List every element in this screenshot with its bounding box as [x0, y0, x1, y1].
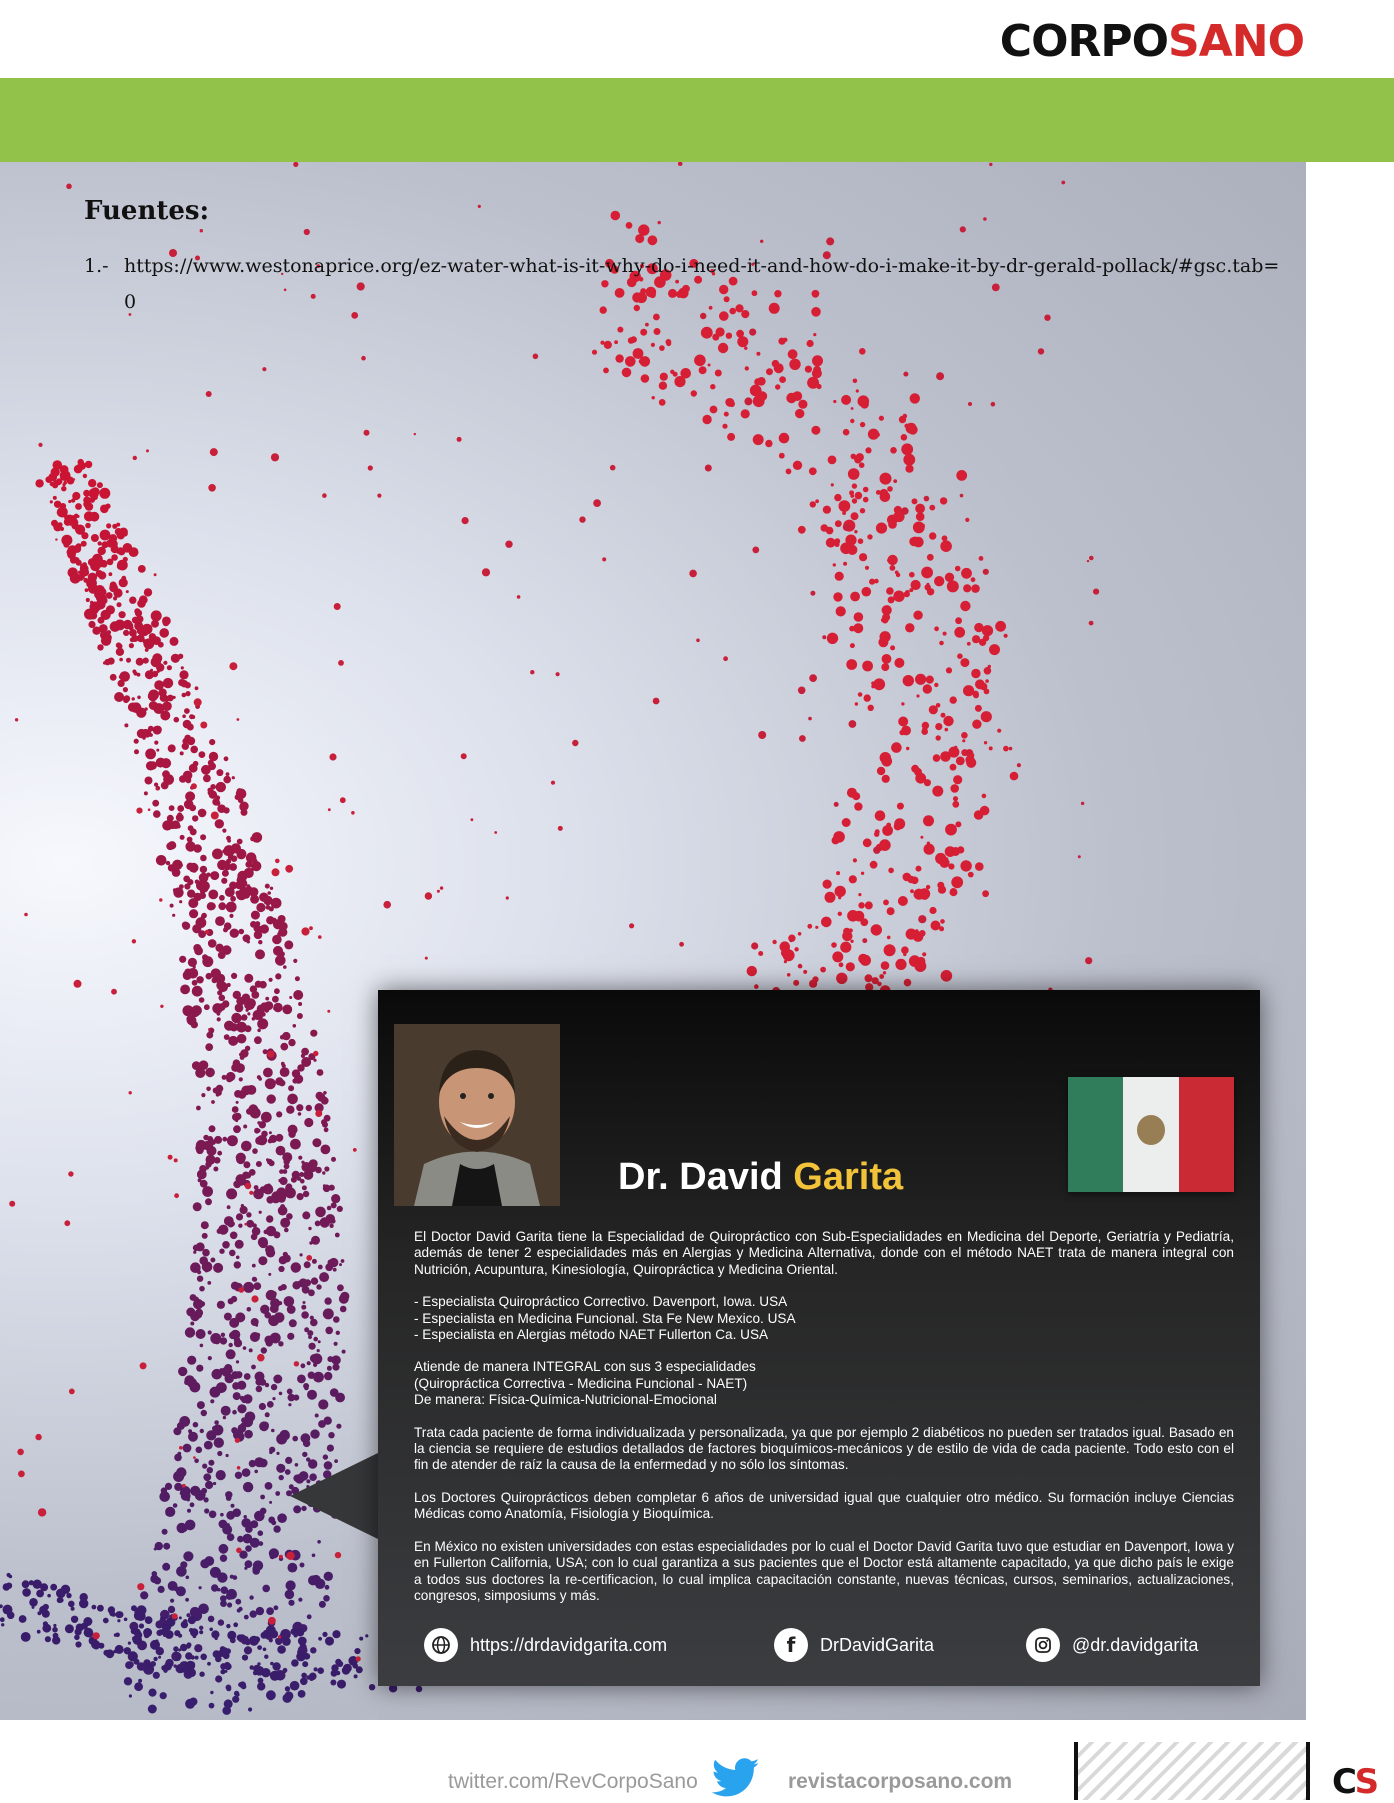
author-bio-card — [378, 990, 1260, 1686]
website-label: https://drdavidgarita.com — [470, 1634, 668, 1655]
corposano-logo[interactable] — [1000, 18, 1304, 66]
bio-intro: El Doctor David Garita tiene la Especialidad de Quiropráctico con Sub-Especialidades en Medicina del Deporte, Geriatría y Pediatría, además de tener 2 especialidades más en Alergias y Medicina Alternativa, donde con el método NAET trata de manera integral con Nutrición, Acupuntura, Kinesiología, Quiropráctica y Medicina Oriental. — [414, 1229, 1234, 1277]
cs-logo-c: C — [1332, 1762, 1355, 1802]
instagram-link[interactable] — [1026, 1628, 1198, 1662]
author-photo — [394, 1024, 560, 1206]
mexico-flag — [1068, 1077, 1234, 1192]
instagram-icon — [1026, 1628, 1060, 1662]
facebook-label: DrDavidGarita — [820, 1634, 935, 1655]
sources-heading: Fuentes: — [84, 196, 210, 226]
bio-patients: Trata cada paciente de forma individualizada y personalizada, ya que por ejemplo 2 diabéticos no pueden ser tratados igual. Basado en la ciencia se requiere de estudios detallados de factores bioquímicos-mecánicos y de estilo de vida de cada paciente. Todo esto con el fin de atender de raíz la causa de la enfermedad y no sólo los síntomas. — [414, 1424, 1234, 1473]
social-links — [378, 1628, 1260, 1668]
author-name — [618, 1156, 903, 1199]
eagle-emblem-icon — [1137, 1115, 1165, 1145]
author-bio — [414, 1229, 1234, 1620]
bio-mexico: En México no existen universidades con estas especialidades por lo cual el Doctor David Garita tuvo que estudiar en Davenport, Iowa y en Fullerton California, USA; con lo cual garantiza a sus pacientes que el Doctor está altamente capacitado, ya que dicho país le exige a todos sus doctores la re-certificacion, lo cual implica capacitación constante, nuevas técnicas, cursos, seminarios, actualizaciones, congresos, simposiums y más. — [414, 1538, 1234, 1603]
specialty-item: - Especialista en Alergias método NAET Fullerton Ca. USA — [414, 1327, 769, 1343]
source-number: 1.- — [84, 255, 109, 277]
facebook-icon: f — [774, 1628, 808, 1662]
green-banner — [0, 78, 1394, 162]
specialty-item: - Especialista en Medicina Funcional. Sta Fe New Mexico. USA — [414, 1310, 796, 1326]
specialties-list — [414, 1294, 1234, 1343]
page-header — [0, 0, 1394, 78]
card-pointer — [290, 1452, 380, 1540]
globe-icon — [424, 1628, 458, 1662]
source-link[interactable]: https://www.westonaprice.org/ez-water-what-is-it-why-do-i-need-it-and-how-do-i-make-it-by-dr-gerald-pollack/#gsc.tab=0 — [124, 255, 1280, 313]
integral-line: (Quiropráctica Correctiva - Medicina Funcional - NAET) — [414, 1375, 748, 1391]
author-first-name: Dr. David — [618, 1156, 783, 1198]
facebook-link[interactable] — [774, 1628, 934, 1662]
logo-part-sano: SANO — [1168, 16, 1304, 67]
sources-section — [84, 196, 1284, 320]
site-url[interactable]: revistacorposano.com — [788, 1770, 1013, 1793]
integral-line: Atiende de manera INTEGRAL con sus 3 especialidades — [414, 1359, 756, 1375]
integral-block — [414, 1359, 1234, 1408]
bio-training: Los Doctores Quiroprácticos deben completar 6 años de universidad igual que cualquier otro médico. Su formación incluye Ciencias Médicas como Anatomía, Fisiología y Bioquímica. — [414, 1489, 1234, 1522]
striped-panel — [1074, 1742, 1310, 1800]
logo-part-corpo: CORPO — [999, 16, 1169, 67]
author-last-name: Garita — [793, 1156, 904, 1198]
page-footer — [0, 1720, 1394, 1800]
cs-logo-s: S — [1354, 1762, 1377, 1802]
portrait-illustration — [394, 1024, 560, 1206]
twitter-bird-icon[interactable] — [712, 1758, 760, 1803]
cs-logo — [1306, 1742, 1394, 1800]
website-link[interactable] — [424, 1628, 667, 1662]
twitter-handle[interactable]: twitter.com/RevCorpoSano — [448, 1770, 698, 1793]
specialty-item: - Especialista Quiropráctico Correctivo. Davenport, Iowa. USA — [414, 1294, 788, 1310]
integral-line: De manera: Física-Química-Nutricional-Emocional — [414, 1392, 717, 1408]
instagram-label: @dr.davidgarita — [1072, 1634, 1199, 1655]
source-item — [84, 248, 1284, 320]
